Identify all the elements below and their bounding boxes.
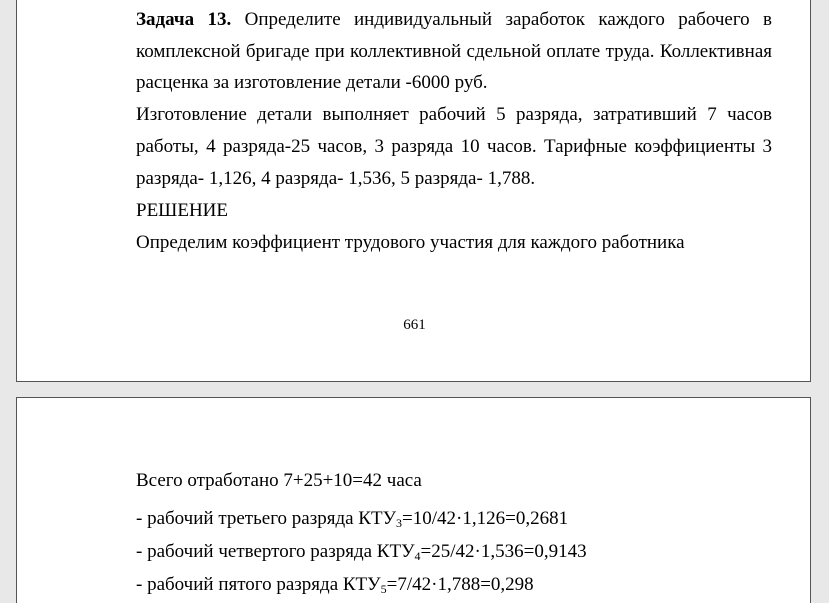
ktu-label: - рабочий третьего разряда КТУ bbox=[136, 508, 397, 529]
text-line: Определим коэффициент трудового участия для каждого работника bbox=[136, 232, 685, 253]
ktu-subscript: 3 bbox=[396, 516, 403, 530]
text-line bbox=[136, 9, 772, 31]
total-hours-line: Всего отработано 7+25+10=42 часа bbox=[136, 470, 422, 491]
ktu-line-grade-5 bbox=[136, 574, 534, 596]
section-heading: РЕШЕНИЕ bbox=[136, 200, 228, 221]
ktu-formula: =25/42·1,536=0,9143 bbox=[420, 541, 587, 562]
text-line: комплексной бригаде при коллективной сдельной оплате труда. Коллективная bbox=[136, 41, 772, 62]
task-text: Определите индивидуальный заработок каждого рабочего в bbox=[244, 9, 772, 30]
ktu-label: - рабочий пятого разряда КТУ bbox=[136, 574, 381, 595]
page-number: 661 bbox=[403, 317, 426, 333]
text-line: Изготовление детали выполняет рабочий 5 разряда, затративший 7 часов bbox=[136, 104, 772, 125]
document-page-661 bbox=[16, 0, 811, 382]
task-label: Задача 13. bbox=[136, 9, 232, 30]
document-page-next bbox=[16, 397, 811, 603]
ktu-line-grade-3 bbox=[136, 508, 568, 530]
text-line: расценка за изготовление детали -6000 руб. bbox=[136, 72, 488, 93]
ktu-formula: =7/42·1,788=0,298 bbox=[386, 574, 534, 595]
text-line: разряда- 1,126, 4 разряда- 1,536, 5 разряда- 1,788. bbox=[136, 168, 536, 189]
ktu-formula: =10/42·1,126=0,2681 bbox=[402, 508, 569, 529]
ktu-line-grade-4 bbox=[136, 541, 587, 563]
ktu-subscript: 5 bbox=[380, 582, 387, 596]
ktu-label: - рабочий четвертого разряда КТУ bbox=[136, 541, 415, 562]
text-line: работы, 4 разряда-25 часов, 3 разряда 10 часов. Тарифные коэффициенты 3 bbox=[136, 136, 772, 157]
ktu-subscript: 4 bbox=[414, 549, 421, 563]
